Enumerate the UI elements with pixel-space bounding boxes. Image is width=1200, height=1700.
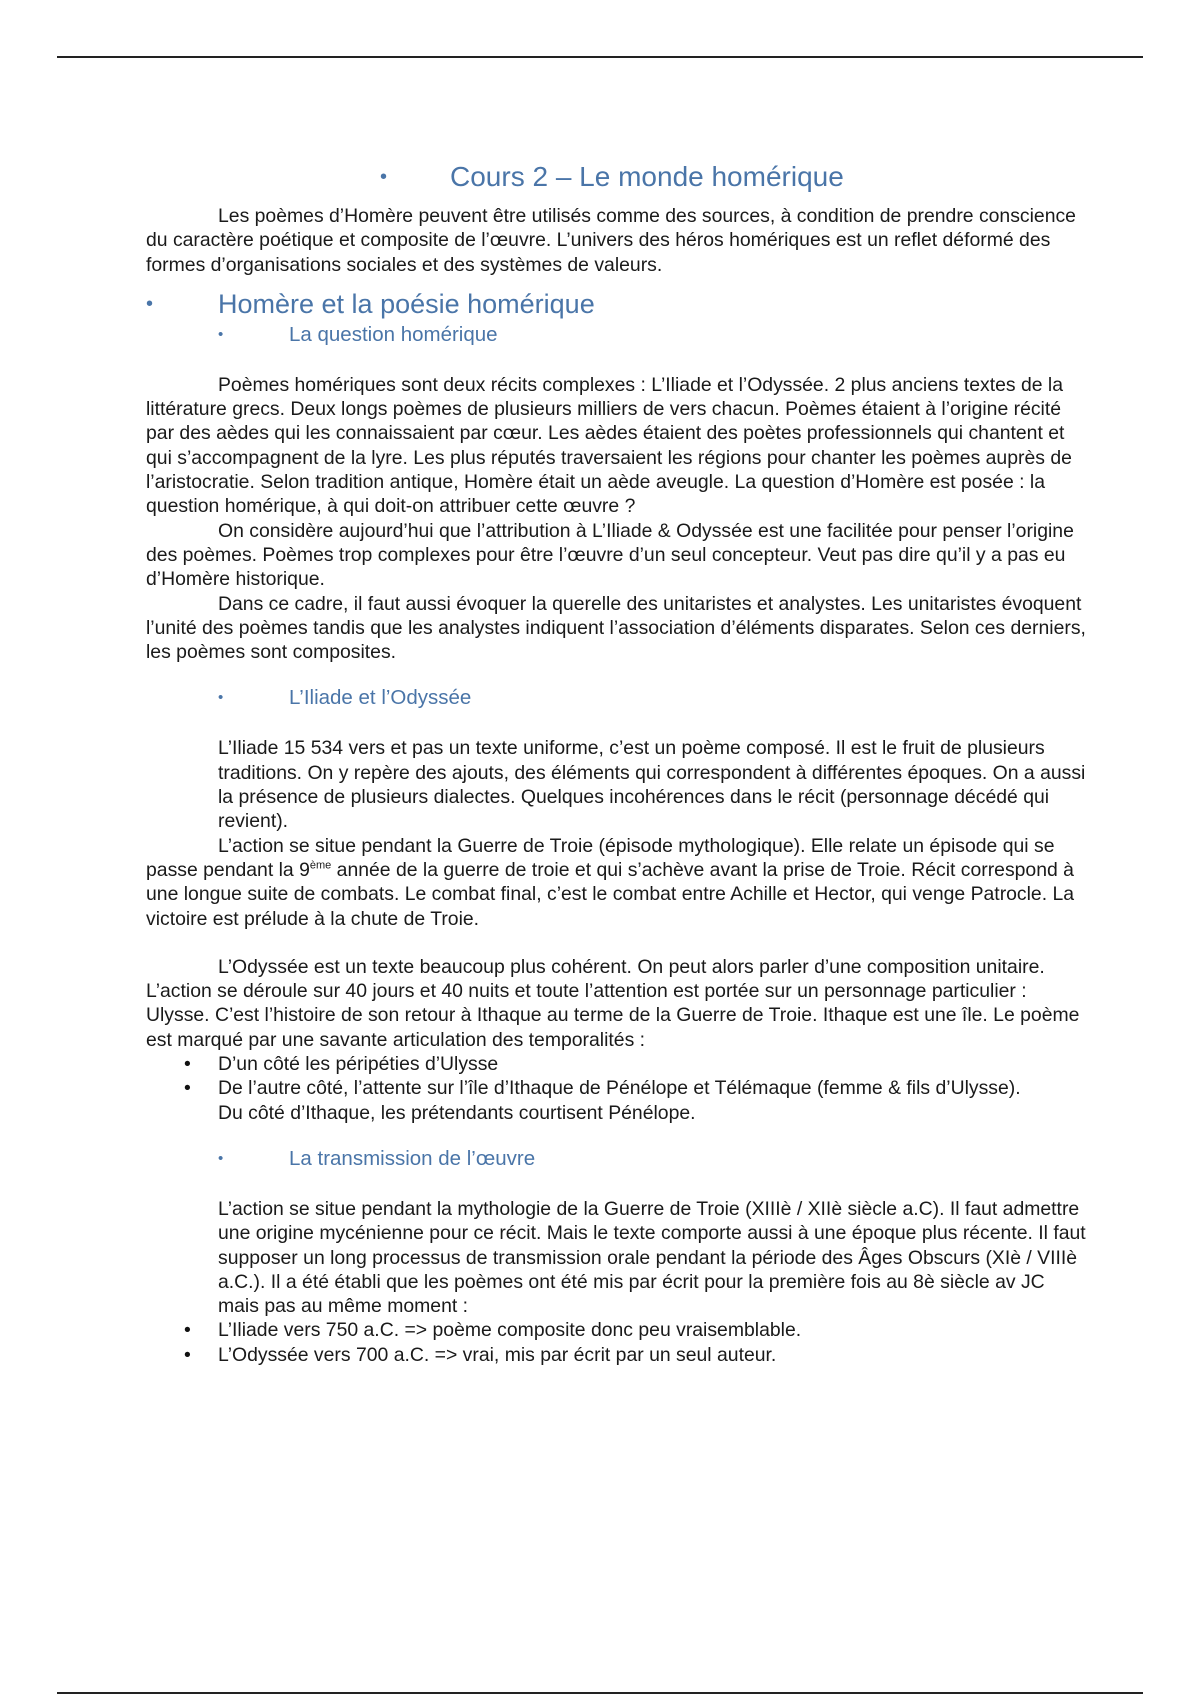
paragraph: Dans ce cadre, il faut aussi évoquer la querelle des unitaristes et analystes. Les unitaristes évoquent l’unité des poèmes tandis que les analystes indiquent l’association d’éléments disparates. Selon ces derniers, les poèmes sont composites. <box>146 592 1086 664</box>
page-title-text: Cours 2 – Le monde homérique <box>450 161 844 192</box>
section-heading-homere: • Homère et la poésie homérique <box>146 288 595 319</box>
bottom-rule <box>57 1692 1143 1694</box>
list-item: • L’Iliade vers 750 a.C. => poème composite donc peu vraisemblable. <box>146 1318 1090 1342</box>
paragraph: L’action se situe pendant la mythologie de la Guerre de Troie (XIIIè / XIIè siècle a.C). Il faut admettre une origine mycénienne pour ce récit. Mais le texte comporte aussi à une époque plus récente. Il faut supposer un long processus de transmission orale pendant la période des Âges Obscurs (XIè / VIIIè a.C.). Il a été établi que les poèmes ont été mis par écrit pour la première fois au 8è siècle av JC mais pas au même moment : <box>218 1197 1086 1318</box>
page-title <box>146 150 1090 204</box>
bullet-list <box>146 1052 1090 1101</box>
subsection-bullet-icon: • <box>218 1149 224 1167</box>
title-bullet-icon: • <box>380 166 388 188</box>
subsection-bullet-icon: • <box>218 325 224 343</box>
document-body <box>146 150 1090 1367</box>
paragraph: L’action se situe pendant la Guerre de Troie (épisode mythologique). Elle relate un épisode qui se passe pendant la 9ème année de la guerre de troie et qui s’achève avant la prise de Troie. Récit correspond à une longue suite de combats. Le combat final, c’est le combat entre Achille et Hector, qui venge Patrocle. La victoire est prélude à la chute de Troie. <box>146 834 1075 930</box>
section-bullet-icon: • <box>146 292 154 315</box>
subsection-bullet-icon: • <box>218 689 224 707</box>
paragraph: L’Iliade 15 534 vers et pas un texte uniforme, c’est un poème composé. Il est le fruit de plusieurs traditions. On y repère des ajouts, des éléments qui correspondent à différentes époques. On a aussi la présence de plusieurs dialectes. Quelques incohérences dans le récit (personnage décédé qui revient). <box>218 737 1086 833</box>
paragraph: Poèmes homériques sont deux récits complexes : L’Iliade et l’Odyssée. 2 plus anciens textes de la littérature grecs. Deux longs poèmes de plusieurs milliers de vers chacun. Poèmes étaient à l’origine récité par des aèdes qui les connaissaient par cœur. Les aèdes étaient des poètes professionnels qui chantent et qui s’accompagnent de la lyre. Les plus réputés traversaient les régions pour chanter les poèmes auprès de l’aristocratie. Selon tradition antique, Homère était un aède aveugle. La question d’Homère est posée : la question homérique, à qui doit-on attribuer cette œuvre ? <box>146 373 1072 518</box>
intro-paragraph: Les poèmes d’Homère peuvent être utilisés comme des sources, à condition de prendre conscience du caractère poétique et composite de l’œuvre. L’univers des héros homériques est un reflet déformé des formes d’organisations sociales et des systèmes de valeurs. <box>146 205 1076 276</box>
paragraph: Du côté d’Ithaque, les prétendants courtisent Pénélope. <box>218 1101 696 1124</box>
list-item: • D’un côté les péripéties d’Ulysse <box>146 1052 1090 1076</box>
subheading-iliade-odyssee: • L’Iliade et l’Odyssée <box>146 684 1090 712</box>
subheading-transmission: • La transmission de l’œuvre <box>146 1145 1090 1173</box>
bullet-list <box>146 1318 1090 1367</box>
paragraph: L’Odyssée est un texte beaucoup plus cohérent. On peut alors parler d’une composition unitaire. L’action se déroule sur 40 jours et 40 nuits et toute l’attention est portée sur un personnage particulier : Ulysse. C’est l’histoire de son retour à Ithaque au terme de la Guerre de Troie. Ithaque est une île. Le poème est marqué par une savante articulation des temporalités : <box>146 955 1080 1051</box>
list-item: • De l’autre côté, l’attente sur l’île d’Ithaque de Pénélope et Télémaque (femme & fils d’Ulysse). <box>146 1076 1090 1100</box>
paragraph: On considère aujourd’hui que l’attribution à L’Iliade & Odyssée est une facilitée pour penser l’origine des poèmes. Poèmes trop complexes pour être l’œuvre d’un seul concepteur. Veut pas dire qu’il y a pas eu d’Homère historique. <box>146 519 1074 591</box>
subheading-question-homerique: • La question homérique <box>146 321 1090 349</box>
top-rule <box>57 56 1143 58</box>
list-item: • L’Odyssée vers 700 a.C. => vrai, mis par écrit par un seul auteur. <box>146 1343 1090 1367</box>
